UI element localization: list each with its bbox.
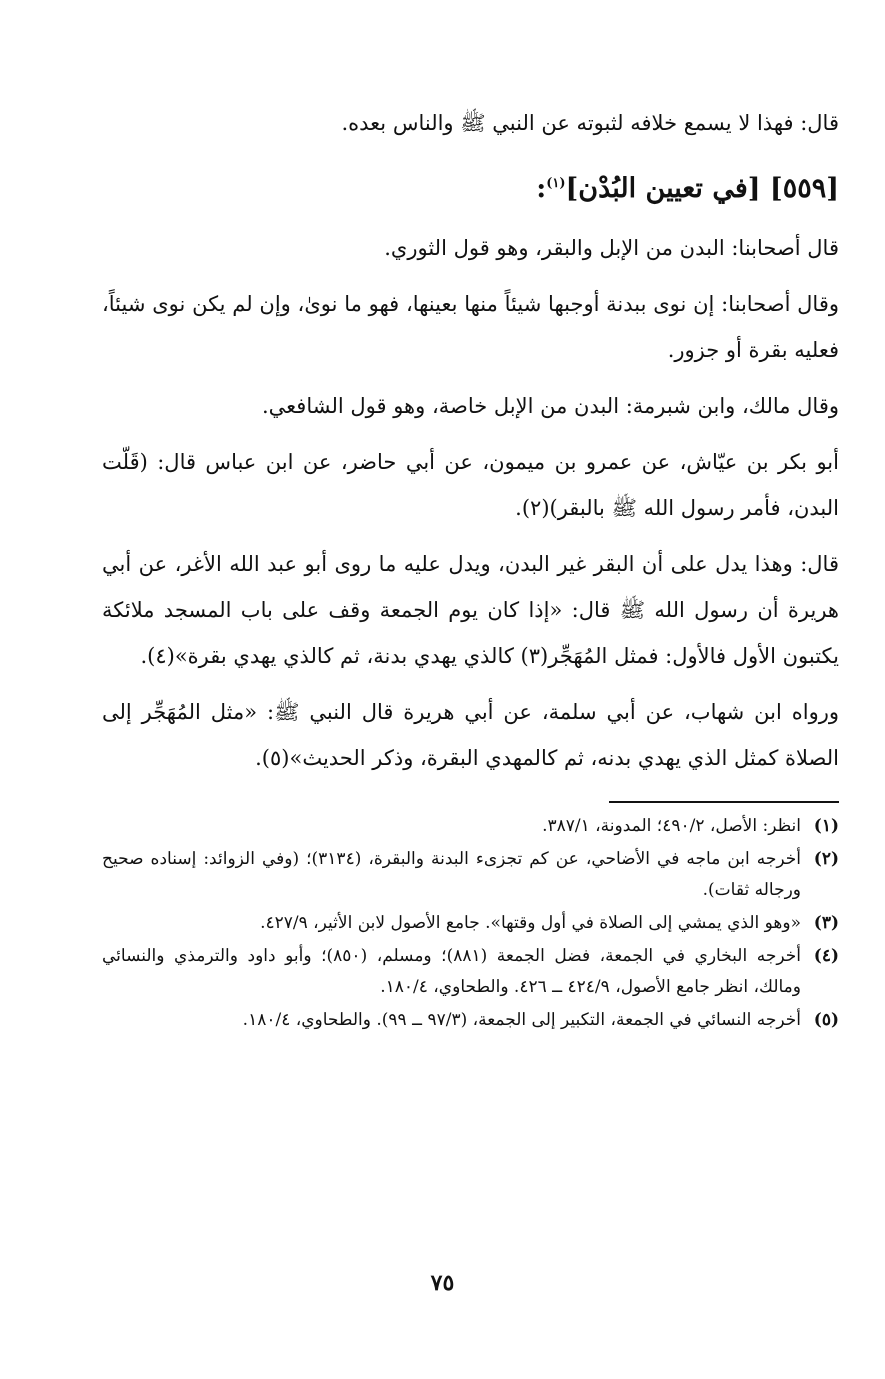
- body-paragraph: وقال مالك، وابن شبرمة: البدن من الإبل خاصة، وهو قول الشافعي.: [262, 394, 839, 418]
- section-title: [في تعيين البُدْن]: [565, 173, 761, 204]
- footnote: [102, 811, 839, 842]
- body-paragraph: ورواه ابن شهاب، عن أبي سلمة، عن أبي هريرة قال النبي ﷺ: «مثل المُهَجِّر إلى الصلاة كمثل الذي يهدي بدنه، ثم كالمهدي البقرة، وذكر الحديث»(٥).: [102, 700, 839, 770]
- section-heading: [102, 156, 839, 217]
- body-paragraph: وقال أصحابنا: إن نوى ببدنة أوجبها شيئاً منها بعينها، فهو ما نوىٰ، وإن لم يكن نوى شيئاً، فعليه بقرة أو جزور.: [102, 292, 839, 362]
- footnote-text: أخرجه البخاري في الجمعة، فضل الجمعة (٨٨١)؛ ومسلم، (٨٥٠)؛ وأبو داود والترمذي والنسائي ومالك، انظر جامع الأصول، ٤٢٤/٩ ــ ٤٢٦. والطحاوي، ١٨٠/٤.: [102, 946, 801, 997]
- footnote-number: (٤): [813, 946, 839, 966]
- page-number: ٧٥: [430, 1270, 455, 1296]
- footnote-number: (٣): [813, 913, 839, 933]
- footnote-text: «وهو الذي يمشي إلى الصلاة في أول وقتها». جامع الأصول لابن الأثير، ٤٢٧/٩.: [260, 913, 801, 933]
- footnote-number: (٥): [813, 1010, 839, 1030]
- footnote-text: أخرجه ابن ماجه في الأضاحي، عن كم تجزىء البدنة والبقرة، (٣١٣٤)؛ (وفي الزوائد: إسناده صحيح ورجاله ثقات).: [102, 849, 801, 900]
- footnote: [102, 941, 839, 1003]
- footnote-number: (١): [813, 816, 839, 836]
- body-paragraph: قال: وهذا يدل على أن البقر غير البدن، ويدل عليه ما روى أبو عبد الله الأغر، عن أبي هريرة أن رسول الله ﷺ قال: «إذا كان يوم الجمعة وقف على باب المسجد ملائكة يكتبون الأول فالأول: فمثل المُهَجِّر(٣) كالذي يهدي بدنة، ثم كالذي يهدي بقرة»(٤).: [102, 552, 839, 668]
- footnote-text: انظر: الأصل، ٤٩٠/٢؛ المدونة، ٣٨٧/١.: [542, 816, 801, 836]
- footnote-divider: [609, 801, 839, 803]
- body-paragraph: قال أصحابنا: البدن من الإبل والبقر، وهو قول الثوري.: [384, 236, 839, 260]
- heading-colon: :: [536, 173, 547, 204]
- section-number: [٥٥٩]: [769, 173, 839, 204]
- footnote-ref: (١): [546, 176, 566, 191]
- footnote: [102, 908, 839, 939]
- body-paragraph: أبو بكر بن عيّاش، عن عمرو بن ميمون، عن أبي حاضر، عن ابن عباس قال: (قَلّت البدن، فأمر رسول الله ﷺ بالبقر)(٢).: [102, 450, 839, 520]
- footnote: [102, 844, 839, 906]
- footnote-text: أخرجه النسائي في الجمعة، التكبير إلى الجمعة، (٩٧/٣ ــ ٩٩). والطحاوي، ١٨٠/٤.: [242, 1010, 801, 1030]
- intro-paragraph: قال: فهذا لا يسمع خلافه لثبوته عن النبي ﷺ والناس بعده.: [341, 111, 839, 135]
- footnote: [102, 1005, 839, 1036]
- footnote-number: (٢): [813, 849, 839, 869]
